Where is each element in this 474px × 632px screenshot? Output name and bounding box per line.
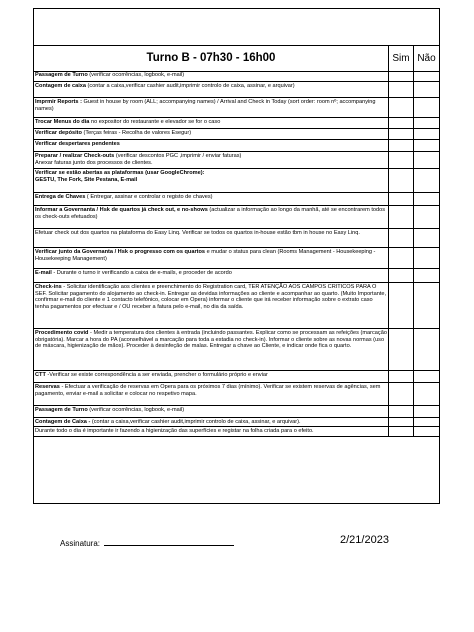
- task-row: [34, 406, 439, 418]
- nao-checkbox-cell[interactable]: [414, 418, 439, 426]
- task-title: Entrega de Chaves: [35, 194, 86, 200]
- task-title: Passagem de Turno: [35, 407, 88, 413]
- task-text: [34, 371, 389, 382]
- sim-checkbox-cell[interactable]: [389, 193, 414, 205]
- task-note: GESTU, The Fork, Site Pestana, E-mail: [35, 176, 138, 183]
- shift-title: Turno B - 07h30 - 16h00: [34, 45, 389, 71]
- column-header-nao: Não: [417, 52, 436, 64]
- task-description: (verificar ocorrências, logbook, e-mail): [87, 407, 185, 413]
- sim-checkbox-cell[interactable]: [389, 82, 414, 97]
- task-row: [34, 118, 439, 129]
- nao-checkbox-cell[interactable]: [414, 371, 439, 382]
- sim-checkbox-cell[interactable]: [389, 248, 414, 268]
- task-row: [34, 206, 439, 229]
- task-row: [34, 82, 439, 98]
- task-title: Verificar se estão abertas as plataformas (usar GoogleChrome):: [35, 170, 205, 176]
- task-description: - Durante o turno ir verificando a caixa de e-mails, e proceder de acordo: [51, 270, 232, 276]
- task-title: Informar a Governanta / Hsk de quartos já check out, e no-shows: [35, 207, 208, 213]
- signature-label: Assinatura:: [60, 539, 101, 548]
- task-text: [34, 82, 389, 97]
- sim-checkbox-cell[interactable]: [389, 206, 414, 228]
- nao-checkbox-cell[interactable]: [414, 140, 439, 151]
- task-text: [34, 98, 389, 117]
- task-description: (actualizar a informação ao longo da manhã, até se encontrarem todos os check-outs efetuados): [35, 207, 386, 220]
- task-description: - Efectuar a verificação de reservas em Opera para os próximos 7 dias (mínimo). Verificar se existem reservas de agências, sem pagamento, enviar e-mail a solicitar e colocar no respetivo mapa.: [35, 384, 381, 397]
- sim-checkbox-cell[interactable]: [389, 169, 414, 192]
- task-text: [34, 406, 389, 417]
- task-description: e mudar o status para clean (Rooms Management - Housekeeping - Housekeeping Management): [35, 249, 376, 262]
- task-row: [34, 193, 439, 206]
- task-description: ( Entregar, assinar e controlar o registo de chaves): [85, 194, 213, 200]
- task-text: [34, 129, 389, 139]
- task-title: Preparar / realizar Check-outs: [35, 153, 115, 159]
- nao-checkbox-cell[interactable]: [414, 283, 439, 328]
- sim-checkbox-cell[interactable]: [389, 129, 414, 139]
- sim-checkbox-cell[interactable]: [389, 418, 414, 426]
- task-row: [34, 269, 439, 283]
- task-row: [34, 418, 439, 427]
- nao-checkbox-cell[interactable]: [414, 383, 439, 405]
- nao-checkbox-cell[interactable]: [414, 206, 439, 228]
- task-title: Contagem de Caixa -: [35, 419, 91, 425]
- nao-checkbox-cell[interactable]: [414, 406, 439, 417]
- sim-checkbox-cell[interactable]: [389, 152, 414, 168]
- task-text: [34, 152, 389, 168]
- task-description: no expositor do restaurante e elevador se for o caso: [89, 119, 221, 125]
- nao-checkbox-cell[interactable]: [414, 229, 439, 247]
- task-title: E-mail: [35, 270, 52, 276]
- task-text: [34, 118, 389, 128]
- task-title: Verificar junto da Governanta / Hsk o progresso com os quartos: [35, 249, 206, 255]
- task-text: [34, 140, 389, 151]
- task-title: Verificar depósito: [35, 130, 82, 136]
- task-title: Verificar despertares pendentes: [35, 141, 120, 147]
- nao-checkbox-cell[interactable]: [414, 118, 439, 128]
- task-row: [34, 283, 439, 329]
- sim-checkbox-cell[interactable]: [389, 269, 414, 282]
- task-title: Procedimento covid: [35, 330, 89, 336]
- nao-checkbox-cell[interactable]: [414, 152, 439, 168]
- checklist-table: [33, 8, 440, 504]
- task-row: [34, 169, 439, 193]
- task-row: [34, 371, 439, 383]
- nao-checkbox-cell[interactable]: [414, 329, 439, 370]
- task-description: Durante todo o dia é importante ir fazendo a higienização das superfícies e registar na folha criada para o efeito.: [35, 428, 314, 434]
- nao-checkbox-cell[interactable]: [414, 248, 439, 268]
- nao-checkbox-cell[interactable]: [414, 427, 439, 436]
- task-text: [34, 329, 389, 370]
- task-description: - Medir a temperatura dos clientes à entrada (incluindo passantes. Explicar como se processam as refeições (marcação obrigatória). Marcar a hora do PA (aconselhável a marcação para toda a estadia no check-in). Informar o cliente sobre as novas normas (uso de máscara, higienização de mãos). Proceder à desinfeção de malas. Entregar a chave ao Cliente, e indicar onde fica o quarto.: [35, 330, 387, 350]
- task-description: Efetuar check out dos quartos na plataforma do Easy Linq. Verificar se todos os quartos in-house estão tbm in house no Easy Linq.: [35, 230, 360, 236]
- task-text: [34, 427, 389, 436]
- nao-checkbox-cell[interactable]: [414, 71, 439, 81]
- signature-area: [60, 538, 234, 548]
- sim-checkbox-cell[interactable]: [389, 383, 414, 405]
- sim-checkbox-cell[interactable]: [389, 371, 414, 382]
- task-description: (verificar ocorrências, logbook, e-mail): [87, 72, 185, 78]
- task-rows: [34, 71, 439, 437]
- sim-checkbox-cell[interactable]: [389, 118, 414, 128]
- task-text: [34, 418, 389, 426]
- sim-checkbox-cell[interactable]: [389, 283, 414, 328]
- task-row: [34, 248, 439, 269]
- sim-checkbox-cell[interactable]: [389, 229, 414, 247]
- task-text: [34, 283, 389, 328]
- task-text: [34, 169, 389, 192]
- task-description: - Solicitar identificação aos clientes e preenchimento do Registration card, TER ATENÇÃO AOS CAMPOS CRITICOS PARA O SEF. Solicitar pagamento do alojamento ao check-in. Entregar as devidas informações ao cliente e acompanhar ao quarto. (Muito Importante, confirmar e-mail do cliente e 1 contacto telefónico, colocar em Opera) informar o cliente que irá receber informação sobre o extrato caso tenha pagamentos por efectuar e / OU receber a fatura pelo e-mail, no dia da saída.: [35, 284, 387, 310]
- task-description: (contar a caixa,verificar cashier audit,imprimir controlo de caixa, assinar, e arquivar): [85, 83, 295, 89]
- nao-checkbox-cell[interactable]: [414, 169, 439, 192]
- task-text: [34, 229, 389, 247]
- sim-checkbox-cell[interactable]: [389, 406, 414, 417]
- task-title: Reservas: [35, 384, 60, 390]
- task-title: Trocar Menus do dia: [35, 119, 90, 125]
- task-note: Anexar faturas junto dos processos de clientes.: [35, 159, 153, 166]
- nao-checkbox-cell[interactable]: [414, 98, 439, 117]
- task-description: Guest in house by room (ALL; accompanying names) / Arrival and Check in Today (sort order: room nº; accompanying names): [35, 99, 376, 112]
- nao-checkbox-cell[interactable]: [414, 82, 439, 97]
- task-text: [34, 206, 389, 228]
- task-title: CTT: [35, 372, 46, 378]
- task-text: [34, 193, 389, 205]
- task-row: [34, 329, 439, 371]
- header-blank-row: [34, 9, 439, 46]
- sim-checkbox-cell[interactable]: [389, 98, 414, 117]
- task-description: -Verificar se existe correspondência a ser enviada, prencher o formulário próprio e enviar: [45, 372, 268, 378]
- task-row: [34, 129, 439, 140]
- task-title: Passagem de Turno: [35, 72, 88, 78]
- task-title: Contagem de caixa: [35, 83, 86, 89]
- nao-checkbox-cell[interactable]: [414, 269, 439, 282]
- footer-blank-row: [34, 467, 439, 503]
- nao-checkbox-cell[interactable]: [414, 193, 439, 205]
- task-row: [34, 152, 439, 169]
- sim-checkbox-cell[interactable]: [389, 329, 414, 370]
- signature-line: [104, 538, 234, 546]
- task-description: (contar a caixa,verificar cashier audit,imprimir controlo de caixa, assinar, e arquivar).: [90, 419, 301, 425]
- task-description: (verificar descontos PGC ,imprimir / enviar faturas): [114, 153, 242, 159]
- task-text: [34, 71, 389, 81]
- task-text: [34, 383, 389, 405]
- document-date: 2/21/2023: [340, 534, 389, 546]
- task-row: [34, 140, 439, 152]
- sim-checkbox-cell[interactable]: [389, 427, 414, 436]
- task-description: (Terças feiras - Recolha de valores Esegur): [81, 130, 192, 136]
- sim-checkbox-cell[interactable]: [389, 140, 414, 151]
- task-text: [34, 248, 389, 268]
- task-row: [34, 229, 439, 248]
- task-row: [34, 427, 439, 437]
- task-row: [34, 383, 439, 406]
- column-header-sim: Sim: [389, 45, 414, 71]
- sim-checkbox-cell[interactable]: [389, 71, 414, 81]
- title-row: [34, 45, 439, 72]
- nao-checkbox-cell[interactable]: [414, 129, 439, 139]
- task-title: Check-ins: [35, 284, 62, 290]
- task-title: Imprmir Reports :: [35, 99, 82, 105]
- task-text: [34, 269, 389, 282]
- task-row: [34, 98, 439, 118]
- task-row: [34, 71, 439, 82]
